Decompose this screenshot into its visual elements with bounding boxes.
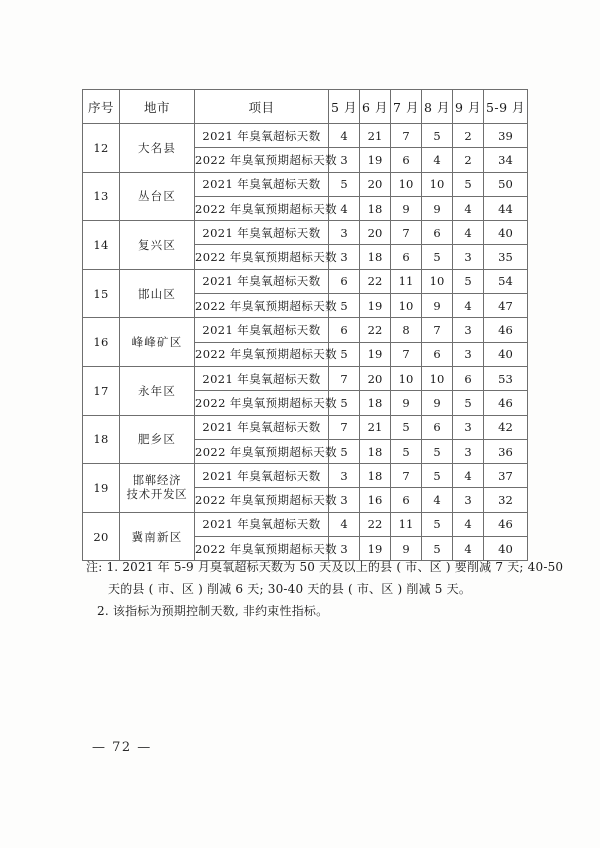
cell-value: 7 [391, 124, 422, 148]
cell-item-expected: 2022 年臭氧预期超标天数 [195, 245, 329, 269]
cell-index: 13 [83, 172, 120, 221]
cell-item-expected: 2022 年臭氧预期超标天数 [195, 537, 329, 561]
cell-city: 邯郸经济 技术开发区 [120, 464, 195, 513]
cell-value: 4 [422, 488, 453, 512]
cell-value: 6 [422, 415, 453, 439]
cell-value: 18 [360, 391, 391, 415]
cell-value: 9 [391, 537, 422, 561]
cell-index: 16 [83, 318, 120, 367]
cell-value: 19 [360, 537, 391, 561]
ozone-exceedance-table-container [82, 89, 526, 561]
cell-value: 6 [422, 342, 453, 366]
cell-value: 7 [422, 318, 453, 342]
cell-value: 3 [453, 245, 484, 269]
cell-value: 21 [360, 415, 391, 439]
cell-item-expected: 2022 年臭氧预期超标天数 [195, 196, 329, 220]
cell-index: 19 [83, 464, 120, 513]
cell-value: 10 [391, 172, 422, 196]
table-body [83, 124, 528, 561]
cell-value: 46 [484, 512, 528, 536]
cell-index: 20 [83, 512, 120, 561]
cell-value: 5 [422, 464, 453, 488]
cell-index: 17 [83, 366, 120, 415]
cell-value: 2 [453, 124, 484, 148]
cell-value: 4 [453, 537, 484, 561]
cell-value: 6 [391, 245, 422, 269]
column-header-july: 7 月 [391, 90, 422, 124]
cell-value: 35 [484, 245, 528, 269]
column-header-may-to-sep: 5-9 月 [484, 90, 528, 124]
cell-city: 肥乡区 [120, 415, 195, 464]
cell-item-actual: 2021 年臭氧超标天数 [195, 221, 329, 245]
cell-value: 5 [453, 269, 484, 293]
cell-city: 丛台区 [120, 172, 195, 221]
cell-value: 5 [391, 439, 422, 463]
cell-value: 19 [360, 148, 391, 172]
cell-value: 16 [360, 488, 391, 512]
cell-value: 20 [360, 172, 391, 196]
cell-city: 大名县 [120, 124, 195, 173]
cell-value: 3 [453, 318, 484, 342]
cell-value: 7 [391, 342, 422, 366]
cell-value: 8 [391, 318, 422, 342]
cell-item-actual: 2021 年臭氧超标天数 [195, 172, 329, 196]
cell-value: 6 [391, 148, 422, 172]
cell-value: 6 [391, 488, 422, 512]
cell-value: 5 [422, 512, 453, 536]
cell-value: 42 [484, 415, 528, 439]
cell-value: 3 [329, 221, 360, 245]
cell-value: 5 [329, 172, 360, 196]
cell-index: 15 [83, 269, 120, 318]
table-row [83, 464, 528, 488]
cell-value: 7 [391, 221, 422, 245]
cell-index: 14 [83, 221, 120, 270]
cell-value: 9 [422, 391, 453, 415]
cell-value: 2 [453, 148, 484, 172]
cell-item-expected: 2022 年臭氧预期超标天数 [195, 439, 329, 463]
note-line-2: 天的县 ( 市、区 ) 削减 6 天; 30-40 天的县 ( 市、区 ) 削减 5 天。 [108, 582, 472, 597]
cell-value: 20 [360, 221, 391, 245]
cell-value: 21 [360, 124, 391, 148]
table-row [83, 415, 528, 439]
cell-value: 5 [453, 391, 484, 415]
cell-value: 4 [422, 148, 453, 172]
cell-value: 44 [484, 196, 528, 220]
column-header-item: 项目 [195, 90, 329, 124]
cell-value: 4 [453, 512, 484, 536]
cell-value: 5 [329, 439, 360, 463]
cell-city: 邯山区 [120, 269, 195, 318]
cell-value: 7 [391, 464, 422, 488]
cell-value: 22 [360, 318, 391, 342]
cell-value: 18 [360, 439, 391, 463]
cell-value: 47 [484, 294, 528, 318]
page-number: — 72 — [92, 740, 152, 755]
cell-value: 40 [484, 342, 528, 366]
cell-city: 永年区 [120, 366, 195, 415]
cell-value: 9 [391, 391, 422, 415]
cell-value: 3 [329, 245, 360, 269]
cell-value: 19 [360, 294, 391, 318]
cell-value: 40 [484, 221, 528, 245]
cell-value: 6 [329, 269, 360, 293]
cell-value: 5 [422, 537, 453, 561]
cell-value: 3 [453, 415, 484, 439]
cell-value: 4 [453, 464, 484, 488]
table-row [83, 124, 528, 148]
cell-value: 5 [422, 245, 453, 269]
cell-item-actual: 2021 年臭氧超标天数 [195, 464, 329, 488]
cell-value: 11 [391, 269, 422, 293]
cell-value: 19 [360, 342, 391, 366]
cell-value: 10 [422, 269, 453, 293]
cell-value: 6 [453, 366, 484, 390]
cell-value: 5 [391, 415, 422, 439]
cell-value: 54 [484, 269, 528, 293]
table-row [83, 221, 528, 245]
cell-value: 50 [484, 172, 528, 196]
cell-value: 4 [329, 196, 360, 220]
cell-value: 6 [422, 221, 453, 245]
cell-city: 冀南新区 [120, 512, 195, 561]
table-row [83, 512, 528, 536]
cell-value: 10 [422, 366, 453, 390]
cell-value: 40 [484, 537, 528, 561]
cell-value: 4 [453, 294, 484, 318]
table-row [83, 366, 528, 390]
cell-item-expected: 2022 年臭氧预期超标天数 [195, 294, 329, 318]
cell-item-expected: 2022 年臭氧预期超标天数 [195, 342, 329, 366]
cell-value: 3 [329, 488, 360, 512]
column-header-august: 8 月 [422, 90, 453, 124]
cell-item-expected: 2022 年臭氧预期超标天数 [195, 148, 329, 172]
cell-value: 10 [422, 172, 453, 196]
cell-item-actual: 2021 年臭氧超标天数 [195, 124, 329, 148]
cell-value: 5 [422, 124, 453, 148]
table-row [83, 172, 528, 196]
note-line-1: 注: 1. 2021 年 5-9 月臭氧超标天数为 50 天及以上的县 ( 市、区 ) 要削减 7 天; 40-50 [86, 560, 564, 574]
cell-value: 11 [391, 512, 422, 536]
column-header-may: 5 月 [329, 90, 360, 124]
cell-value: 5 [422, 439, 453, 463]
cell-index: 18 [83, 415, 120, 464]
cell-value: 5 [329, 342, 360, 366]
cell-value: 3 [453, 342, 484, 366]
cell-item-actual: 2021 年臭氧超标天数 [195, 269, 329, 293]
cell-item-actual: 2021 年臭氧超标天数 [195, 415, 329, 439]
cell-city: 复兴区 [120, 221, 195, 270]
cell-value: 18 [360, 245, 391, 269]
note-line-3: 2. 该指标为预期控制天数, 非约束性指标。 [97, 604, 329, 619]
column-header-index: 序号 [83, 90, 120, 124]
cell-city: 峰峰矿区 [120, 318, 195, 367]
cell-item-actual: 2021 年臭氧超标天数 [195, 512, 329, 536]
cell-value: 3 [453, 439, 484, 463]
cell-value: 3 [453, 488, 484, 512]
cell-value: 9 [391, 196, 422, 220]
cell-value: 53 [484, 366, 528, 390]
column-header-june: 6 月 [360, 90, 391, 124]
cell-value: 4 [329, 124, 360, 148]
cell-value: 3 [329, 537, 360, 561]
cell-value: 9 [422, 294, 453, 318]
cell-value: 32 [484, 488, 528, 512]
cell-value: 46 [484, 391, 528, 415]
cell-value: 10 [391, 294, 422, 318]
cell-value: 34 [484, 148, 528, 172]
cell-value: 4 [453, 221, 484, 245]
cell-value: 20 [360, 366, 391, 390]
cell-value: 36 [484, 439, 528, 463]
table-header-row [83, 90, 528, 124]
cell-value: 4 [453, 196, 484, 220]
cell-value: 39 [484, 124, 528, 148]
cell-item-actual: 2021 年臭氧超标天数 [195, 318, 329, 342]
table-notes [86, 556, 564, 623]
cell-value: 22 [360, 269, 391, 293]
cell-value: 7 [329, 415, 360, 439]
cell-value: 46 [484, 318, 528, 342]
table-row [83, 269, 528, 293]
cell-value: 5 [329, 294, 360, 318]
cell-value: 7 [329, 366, 360, 390]
cell-value: 9 [422, 196, 453, 220]
cell-value: 5 [453, 172, 484, 196]
ozone-exceedance-table [82, 89, 528, 561]
cell-item-actual: 2021 年臭氧超标天数 [195, 366, 329, 390]
cell-value: 18 [360, 196, 391, 220]
column-header-september: 9 月 [453, 90, 484, 124]
cell-index: 12 [83, 124, 120, 173]
cell-value: 3 [329, 464, 360, 488]
cell-value: 6 [329, 318, 360, 342]
table-header [83, 90, 528, 124]
cell-value: 18 [360, 464, 391, 488]
column-header-city: 地市 [120, 90, 195, 124]
cell-item-expected: 2022 年臭氧预期超标天数 [195, 391, 329, 415]
cell-value: 3 [329, 148, 360, 172]
cell-value: 37 [484, 464, 528, 488]
table-row [83, 318, 528, 342]
cell-item-expected: 2022 年臭氧预期超标天数 [195, 488, 329, 512]
cell-value: 22 [360, 512, 391, 536]
cell-value: 4 [329, 512, 360, 536]
cell-value: 10 [391, 366, 422, 390]
cell-value: 5 [329, 391, 360, 415]
